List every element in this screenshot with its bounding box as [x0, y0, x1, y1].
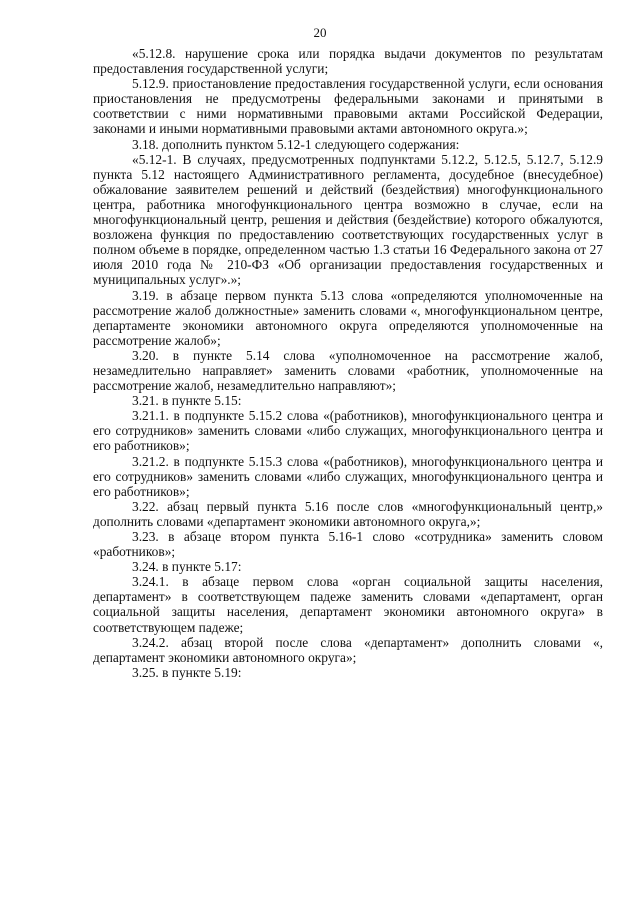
paragraph-3-24-1: 3.24.1. в абзаце первом слова «орган социальной защиты населения, департамент» в соответствующем падеже заменить словами «департамент, орган социальной защиты населения, департамент экономики автономного округа» в соответствующем падеже; [93, 574, 603, 635]
document-body [93, 46, 603, 680]
paragraph-3-21-2: 3.21.2. в подпункте 5.15.3 слова «(работников), многофункционального центра и его сотрудников» заменить словами «либо служащих, многофункционального центра и его работников»; [93, 453, 603, 499]
paragraph-3-25: 3.25. в пункте 5.19: [132, 664, 242, 680]
paragraph-5-12-9: 5.12.9. приостановление предоставления государственной услуги, если основания приостановления не предусмотрены федеральными законами и принятыми в соответствии с ними нормативными правовыми актами Российской Федерации, законами и иными нормативными правовыми актами автономного округа.»; [93, 76, 603, 137]
paragraph-3-21-1: 3.21.1. в подпункте 5.15.2 слова «(работников), многофункционального центра и его сотрудников» заменить словами «либо служащих, многофункционального центра и его работников»; [93, 408, 603, 454]
paragraph-3-22: 3.22. абзац первый пункта 5.16 после слов «многофункциональный центр,» дополнить словами «департамент экономики автономного округа,»; [93, 498, 603, 529]
paragraph-3-19: 3.19. в абзаце первом пункта 5.13 слова «определяются уполномоченные на рассмотрение жалоб должностные» заменить словами «, многофункциональном центре, департаменте экономики автономного округа определяются уполномоченные на рассмотрение жалоб»; [93, 287, 603, 348]
paragraph-3-23: 3.23. в абзаце втором пункта 5.16-1 слово «сотрудника» заменить словом «работников»; [93, 529, 603, 560]
paragraph-3-24-2: 3.24.2. абзац второй после слова «департамент» дополнить словами «, департамент экономики автономного округа»; [93, 634, 603, 665]
paragraph-3-21: 3.21. в пункте 5.15: [132, 393, 242, 409]
paragraph-5-12-8: «5.12.8. нарушение срока или порядка выдачи документов по результатам предоставления государственной услуги; [93, 46, 603, 77]
paragraph-3-24: 3.24. в пункте 5.17: [132, 559, 242, 575]
page-number: 20 [313, 25, 327, 40]
paragraph-5-12-1: «5.12-1. В случаях, предусмотренных подпунктами 5.12.2, 5.12.5, 5.12.7, 5.12.9 пункта 5.12 настоящего Административного регламента, досудебное (внесудебное) обжалование заявителем решений и действий (бездействия) многофункционального центра, работника многофункционального центра возможно в случае, если на многофункциональный центр, решения и действия (бездействие) которого обжалуются, возложена функция по предоставлению соответствующих государственных услуг в полном объеме в порядке, определенном частью 1.3 статьи 16 Федерального закона от 27 июля 2010 года № 210-ФЗ «Об организации предоставления государственных и муниципальных услуг».»; [93, 151, 603, 288]
paragraph-3-18: 3.18. дополнить пунктом 5.12-1 следующего содержания: [132, 136, 460, 152]
paragraph-3-20: 3.20. в пункте 5.14 слова «уполномоченное на рассмотрение жалоб, незамедлительно направляет» заменить словами «работник, уполномоченные на рассмотрение жалоб, незамедлительно направляют»; [93, 347, 603, 394]
